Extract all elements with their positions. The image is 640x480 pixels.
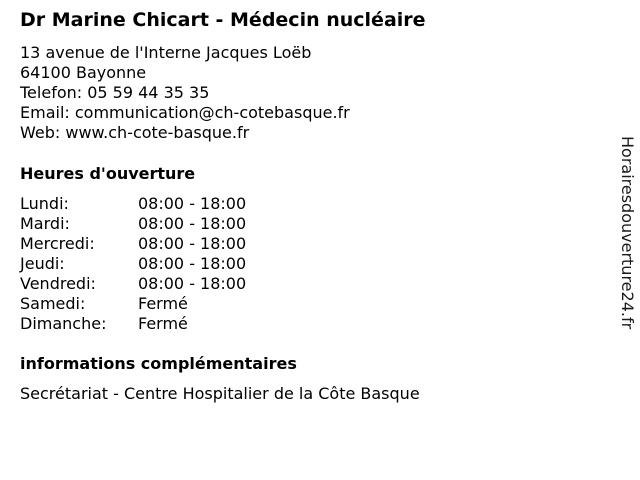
time-value: 08:00 - 18:00 [138,254,247,273]
email-line: Email: communication@ch-cotebasque.fr [20,103,350,122]
hours-row-tuesday [20,214,246,234]
day-label: Lundi: [20,194,69,213]
hours-row-friday [20,274,246,294]
hours-row-thursday [20,254,246,274]
info-heading: informations complémentaires [20,354,297,373]
hours-row-saturday [20,294,246,314]
phone-line: Telefon: 05 59 44 35 35 [20,83,210,102]
time-value: Fermé [138,314,188,333]
hours-heading: Heures d'ouverture [20,164,196,183]
page-title: Dr Marine Chicart - Médecin nucléaire [20,9,426,31]
time-value: 08:00 - 18:00 [138,194,247,213]
side-brand-watermark: Horairesdouverture24.fr [618,136,637,330]
day-label: Mardi: [20,214,70,233]
time-value: Fermé [138,294,188,313]
time-value: 08:00 - 18:00 [138,234,247,253]
day-label: Jeudi: [20,254,65,273]
hours-row-monday [20,194,246,214]
opening-hours-table [20,194,246,334]
day-label: Mercredi: [20,234,95,253]
hours-row-wednesday [20,234,246,254]
time-value: 08:00 - 18:00 [138,214,247,233]
time-value: 08:00 - 18:00 [138,274,247,293]
address-street: 13 avenue de l'Interne Jacques Loëb [20,43,312,62]
web-line: Web: www.ch-cote-basque.fr [20,123,250,142]
contact-block [20,43,350,143]
day-label: Dimanche: [20,314,107,333]
hours-row-sunday [20,314,246,334]
day-label: Vendredi: [20,274,96,293]
info-text: Secrétariat - Centre Hospitalier de la Côte Basque [20,384,420,403]
day-label: Samedi: [20,294,86,313]
address-city: 64100 Bayonne [20,63,147,82]
